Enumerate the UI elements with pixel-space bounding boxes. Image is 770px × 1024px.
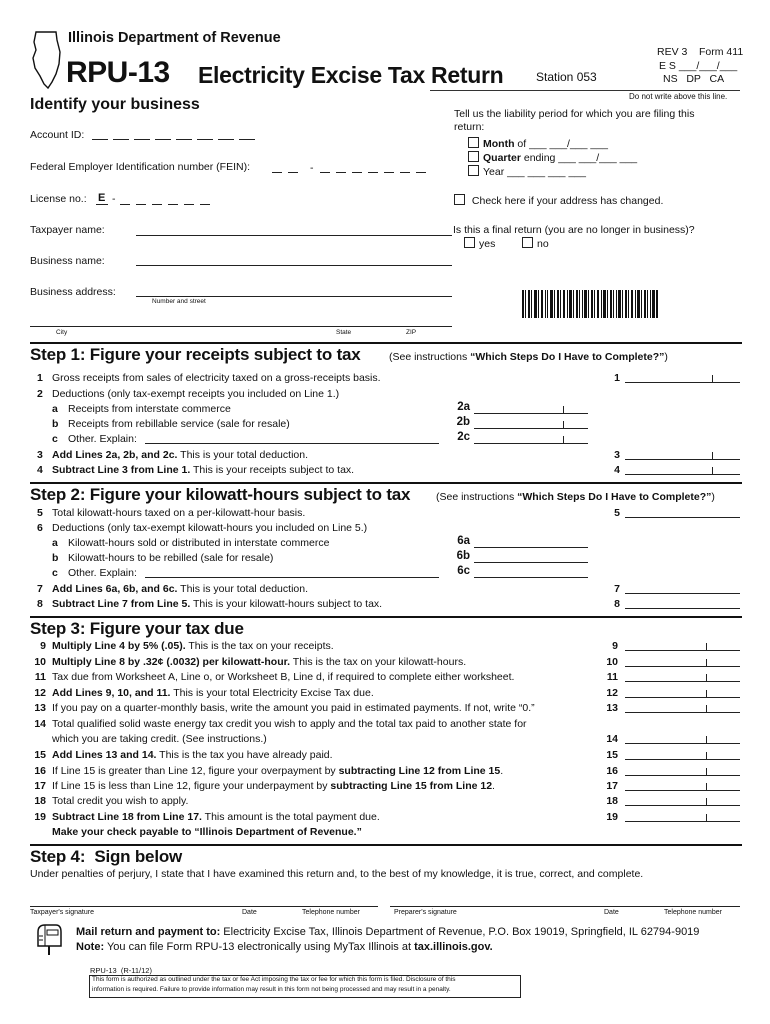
address-changed-checkbox[interactable] [454, 194, 465, 205]
line-9-number: 9 [40, 640, 46, 652]
line-14-text-1: Total qualified solid waste energy tax credit you wish to apply and the total tax paid to another state for [52, 718, 527, 730]
final-return-question: Is this a final return (you are no longer in business)? [453, 224, 695, 236]
step1-title: Step 1: Figure your receipts subject to tax [30, 345, 361, 364]
line-2a-text: Receipts from interstate commerce [68, 403, 231, 415]
line-19-text: Subtract Line 18 from Line 17. This amount is the total payment due. [52, 811, 380, 823]
line-18-text: Total credit you wish to apply. [52, 795, 189, 807]
line-13-text: If you pay on a quarter-monthly basis, write the amount you paid in estimated payments. If not, write “0.” [52, 702, 535, 714]
line-8-field[interactable] [625, 608, 740, 609]
line-2-text: Deductions (only tax-exempt receipts you included on Line 1.) [52, 388, 340, 400]
step3-title: Step 3: Figure your tax due [30, 619, 244, 638]
business-name-label: Business name: [30, 255, 105, 267]
line-14-text-2: which you are taking credit. (See instructions.) [52, 733, 267, 745]
line-1-box-number: 1 [614, 372, 620, 384]
line-13-box-number: 13 [606, 702, 618, 714]
preparer-signature-field[interactable] [390, 906, 740, 907]
line-4-box-number: 4 [614, 464, 620, 476]
ns-dp-ca: NS DP CA [663, 73, 725, 85]
taxpayer-name-label: Taxpayer name: [30, 224, 105, 236]
efile-note: Note: You can file Form RPU-13 electronically using MyTax Illinois at tax.illinois.gov. [76, 941, 493, 953]
line-11-text: Tax due from Worksheet A, Line o, or Worksheet B, Line d, if required to complete either worksheet. [52, 671, 515, 683]
taxpayer-name-field[interactable] [136, 235, 452, 236]
line-2c-letter: c [52, 433, 58, 445]
line-7-field[interactable] [625, 593, 740, 594]
line-18-box-number: 18 [606, 795, 618, 807]
step2-divider [30, 482, 742, 484]
line-14-number: 14 [34, 718, 46, 730]
identify-heading: Identify your business [30, 96, 200, 113]
disclosure-line-1: This form is authorized as outlined under the tax or fee Act imposing the tax or fee for which this form is filed. Disclosure of this [92, 976, 456, 983]
line-7-box-number: 7 [614, 583, 620, 595]
line-8-number: 8 [37, 598, 43, 610]
es-date: E S ___/___/___ [659, 60, 738, 72]
line-9-box-number: 9 [612, 640, 618, 652]
quarter-checkbox[interactable] [468, 151, 479, 162]
line-2c-box-number: 2c [457, 431, 470, 443]
line-6c-letter: c [52, 567, 58, 579]
license-label: License no.: [30, 193, 87, 205]
line-15-box-number: 15 [606, 749, 618, 761]
line-17-text: If Line 15 is less than Line 12, figure your underpayment by subtracting Line 15 from Line 12. [52, 780, 495, 792]
city-state-zip-field[interactable] [30, 326, 452, 327]
business-name-field[interactable] [136, 265, 452, 266]
form-id: RPU-13 [66, 56, 170, 89]
preparer-signature-caption: Preparer's signature [394, 909, 457, 916]
fein-label: Federal Employer Identification number (FEIN): [30, 161, 251, 173]
line-11-number: 11 [34, 671, 46, 683]
liability-period-text: Tell us the liability period for which you are filing this return: [454, 108, 695, 133]
line-4-text: Subtract Line 3 from Line 1. This is your receipts subject to tax. [52, 464, 355, 476]
city-caption: City [56, 329, 68, 336]
license-prefix: E [98, 192, 106, 204]
preparer-date-caption: Date [604, 909, 619, 916]
line-10-text: Multiply Line 8 by .32¢ (.0032) per kilowatt-hour. This is the tax on your kilowatt-hours. [52, 656, 467, 668]
perjury-statement: Under penalties of perjury, I state that I have examined this return and, to the best of my knowledge, it is true, correct, and complete. [30, 868, 644, 880]
line-12-box-number: 12 [606, 687, 618, 699]
number-street-caption: Number and street [152, 298, 206, 305]
step1-divider [30, 342, 742, 344]
state-caption: State [336, 329, 352, 336]
line-5-field[interactable] [625, 517, 740, 518]
line-19-number: 19 [34, 811, 46, 823]
step2-note: (See instructions “Which Steps Do I Have to Complete?”) [436, 491, 715, 503]
line-15-text: Add Lines 13 and 14. This is the tax you have already paid. [52, 749, 333, 761]
line-6a-letter: a [52, 537, 58, 549]
office-use-divider [430, 90, 740, 91]
line-19-box-number: 19 [606, 811, 618, 823]
agency-name: Illinois Department of Revenue [68, 30, 281, 46]
line-6b-letter: b [52, 552, 59, 564]
line-2b-text: Receipts from rebillable service (sale for resale) [68, 418, 290, 430]
business-address-label: Business address: [30, 286, 116, 298]
final-yes-option[interactable]: yes [464, 237, 495, 250]
form-revision: RPU-13 (R-11/12) [90, 966, 152, 975]
line-6b-box-number: 6b [456, 550, 470, 562]
line-5-number: 5 [37, 507, 43, 519]
taxpayer-signature-caption: Taxpayer's signature [30, 909, 94, 916]
step1-note: (See instructions “Which Steps Do I Have to Complete?”) [389, 351, 668, 363]
line-2b-box-number: 2b [456, 416, 470, 428]
do-not-write-note: Do not write above this line. [629, 92, 728, 101]
line-8-box-number: 8 [614, 598, 620, 610]
line-2c-explain-field[interactable] [145, 443, 439, 444]
line-3-text: Add Lines 2a, 2b, and 2c. This is your total deduction. [52, 449, 308, 461]
line-13-number: 13 [34, 702, 46, 714]
line-2-number: 2 [37, 388, 43, 400]
line-12-number: 12 [34, 687, 46, 699]
step4-title: Step 4: Sign below [30, 847, 183, 866]
year-option[interactable]: Year ___ ___ ___ ___ [468, 165, 586, 178]
mailbox-icon [34, 922, 64, 956]
taxpayer-signature-field[interactable] [30, 906, 378, 907]
station: Station 053 [536, 70, 597, 84]
line-3-box-number: 3 [614, 449, 620, 461]
line-2b-letter: b [52, 418, 59, 430]
step3-divider [30, 616, 742, 618]
line-6a-box-number: 6a [457, 535, 470, 547]
line-5-text: Total kilowatt-hours taxed on a per-kilowatt-hour basis. [52, 507, 306, 519]
line-6c-box-number: 6c [457, 565, 470, 577]
line-2c-text: Other. Explain: [68, 433, 137, 445]
year-checkbox[interactable] [468, 165, 479, 176]
line-10-box-number: 10 [606, 656, 618, 668]
final-yes-checkbox[interactable] [464, 237, 475, 248]
preparer-telephone-caption: Telephone number [664, 909, 722, 916]
line-11-box-number: 11 [606, 671, 618, 683]
line-1-text: Gross receipts from sales of electricity taxed on a gross-receipts basis. [52, 372, 381, 384]
line-18-number: 18 [34, 795, 46, 807]
rev-number: REV 3 [657, 46, 688, 58]
illinois-state-outline-icon [30, 30, 64, 90]
line-3-number: 3 [37, 449, 43, 461]
taxpayer-date-caption: Date [242, 909, 257, 916]
line-12-text: Add Lines 9, 10, and 11. This is your total Electricity Excise Tax due. [52, 687, 374, 699]
line-6c-text: Other. Explain: [68, 567, 137, 579]
final-no-option[interactable]: no [522, 237, 549, 250]
mail-instructions: Mail return and payment to: Electricity Excise Tax, Illinois Department of Revenue, P.O. Box 19019, Springfield, IL 62794-9019 [76, 926, 700, 938]
line-14-box-number: 14 [606, 733, 618, 745]
line-6-number: 6 [37, 522, 43, 534]
line-16-number: 16 [34, 765, 46, 777]
line-7-number: 7 [37, 583, 43, 595]
line-9-text: Multiply Line 4 by 5% (.05). This is the tax on your receipts. [52, 640, 334, 652]
step4-divider [30, 844, 742, 846]
line-6a-field[interactable] [474, 547, 588, 548]
address-changed-option[interactable]: Check here if your address has changed. [454, 194, 663, 207]
license-prefix-line [96, 204, 108, 205]
account-id-label: Account ID: [30, 129, 85, 141]
month-option[interactable]: Month of ___ ___/___ ___ [468, 137, 608, 150]
line-16-text: If Line 15 is greater than Line 12, figure your overpayment by subtracting Line 12 from Line 15. [52, 765, 504, 777]
line-5-box-number: 5 [614, 507, 620, 519]
line-15-number: 15 [34, 749, 46, 761]
form-number: Form 411 [699, 46, 744, 58]
line-6-text: Deductions (only tax-exempt kilowatt-hours you included on Line 5.) [52, 522, 368, 534]
quarter-option[interactable]: Quarter ending ___ ___/___ ___ [468, 151, 637, 164]
line-6c-field[interactable] [474, 577, 588, 578]
line-7-text: Add Lines 6a, 6b, and 6c. This is your total deduction. [52, 583, 308, 595]
line-8-text: Subtract Line 7 from Line 5. This is your kilowatt-hours subject to tax. [52, 598, 383, 610]
line-6b-field[interactable] [474, 562, 588, 563]
line-6c-explain-field[interactable] [145, 577, 439, 578]
line-4-number: 4 [37, 464, 43, 476]
barcode [522, 290, 658, 318]
line-10-number: 10 [34, 656, 46, 668]
line-17-number: 17 [34, 780, 46, 792]
line-17-box-number: 17 [606, 780, 618, 792]
line-2a-letter: a [52, 403, 58, 415]
line-2a-box-number: 2a [457, 401, 470, 413]
form-title: Electricity Excise Tax Return [198, 62, 504, 88]
line-1-number: 1 [37, 372, 43, 384]
line-6b-text: Kilowatt-hours to be rebilled (sale for resale) [68, 552, 274, 564]
step2-title: Step 2: Figure your kilowatt-hours subject to tax [30, 485, 411, 504]
zip-caption: ZIP [406, 329, 417, 336]
month-checkbox[interactable] [468, 137, 479, 148]
final-no-checkbox[interactable] [522, 237, 533, 248]
street-address-field[interactable] [136, 296, 452, 297]
disclosure-line-2: information is required. Failure to provide information may result in this form not being processed and may result in a penalty. [92, 986, 451, 993]
taxpayer-telephone-caption: Telephone number [302, 909, 360, 916]
line-6a-text: Kilowatt-hours sold or distributed in interstate commerce [68, 537, 330, 549]
check-payable-note: Make your check payable to “Illinois Department of Revenue.” [52, 826, 362, 838]
line-16-box-number: 16 [606, 765, 618, 777]
